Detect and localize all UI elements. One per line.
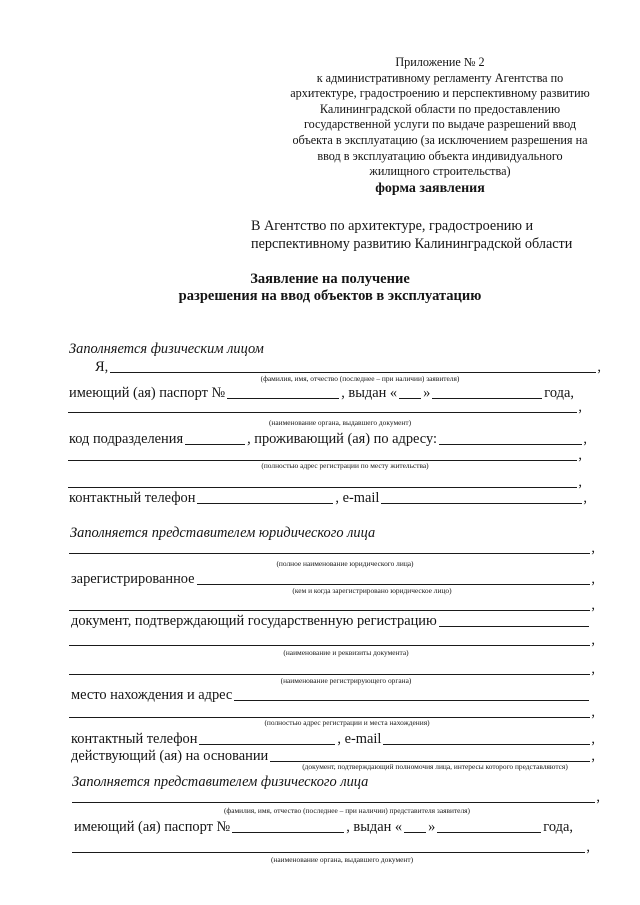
field-caption: (документ, подтверждающий полномочия лица, интересы которого представляются) [302, 762, 568, 771]
comma-mark: , [586, 839, 590, 855]
email-label: , e-mail [337, 731, 382, 747]
legal-contact-row [69, 730, 595, 748]
location-field[interactable] [234, 700, 589, 701]
representative-name-row [72, 788, 600, 806]
comma-mark: , [591, 632, 595, 648]
title-line: разрешения на ввод объектов в эксплуатацию [178, 288, 482, 304]
email-field[interactable] [383, 744, 590, 745]
issue-month-year-field[interactable] [437, 832, 541, 833]
passport-label: имеющий (ая) паспорт № [74, 819, 231, 835]
registration-doc-row [69, 612, 589, 630]
passport-label: имеющий (ая) паспорт № [69, 385, 226, 401]
email-label: , e-mail [335, 490, 380, 506]
comma-mark: , [591, 540, 595, 556]
field-caption: (полностью адрес регистрации по месту жительства) [261, 461, 429, 470]
representative-passport-row [72, 818, 592, 836]
section-heading-individual: Заполняется физическим лицом [69, 341, 264, 357]
registered-label: зарегистрированное [71, 571, 195, 587]
ya-label: Я, [95, 359, 109, 375]
title-line: Заявление на получение [250, 271, 410, 287]
appendix-line: объекта в эксплуатацию (за исключением разрешения на [292, 132, 588, 147]
comma-mark: , [583, 490, 587, 506]
phone-field[interactable] [199, 744, 335, 745]
comma-mark: , [578, 474, 582, 490]
representative-issuer-row [72, 838, 590, 856]
dept-code-field[interactable] [185, 444, 245, 445]
registering-org-field[interactable] [69, 674, 590, 675]
location-row [69, 686, 589, 704]
phone-label: контактный телефон [71, 731, 198, 747]
appendix-line: к административному регламенту Агентства по [316, 70, 564, 85]
doc-details-row [69, 631, 595, 649]
field-caption: (кем и когда зарегистрировано юридическое лицо) [292, 586, 452, 595]
legal-name-field[interactable] [69, 553, 590, 554]
appendix-header [268, 55, 612, 180]
legal-name-row [69, 539, 595, 557]
field-caption: (фамилия, имя, отчество (последнее – при наличии) заявителя) [260, 374, 460, 383]
comma-mark: , [591, 748, 595, 764]
issued-label: , выдан « [341, 385, 398, 401]
field-caption: (наименование и реквизиты документа) [283, 648, 409, 657]
appendix-line: жилищного строительства) [369, 164, 511, 179]
registration-doc-field[interactable] [439, 626, 589, 627]
address-field[interactable] [439, 444, 582, 445]
form-title: форма заявления [375, 181, 485, 196]
passport-number-field[interactable] [232, 832, 344, 833]
comma-mark: , [578, 399, 582, 415]
field-caption: (наименование органа, выдавшего документ) [268, 418, 412, 427]
recipient-line: перспективному развитию Калининградской области [251, 236, 573, 252]
representative-name-field[interactable] [72, 802, 595, 803]
field-caption: (полностью адрес регистрации и места нахождения) [264, 718, 430, 727]
extra-line-field[interactable] [68, 487, 577, 488]
field-caption: (фамилия, имя, отчество (последнее – при наличии) представителя заявителя) [223, 806, 471, 815]
basis-label: действующий (ая) на основании [71, 748, 269, 764]
location-label: место нахождения и адрес [71, 687, 233, 703]
comma-mark: , [597, 359, 601, 375]
year-label: года, [543, 819, 573, 835]
document-title [150, 271, 510, 305]
comma-mark: , [583, 431, 587, 447]
appendix-line: Приложение № 2 [395, 55, 485, 69]
issue-day-field[interactable] [404, 832, 426, 833]
comma-mark: , [591, 731, 595, 747]
comma-mark: , [591, 597, 595, 613]
appendix-line: архитектуре, градостроению и перспективному развитию [290, 86, 590, 101]
extra-line-field[interactable] [69, 610, 590, 611]
registered-field[interactable] [197, 584, 591, 585]
year-label: года, [544, 385, 574, 401]
appendix-line: ввод в эксплуатацию объекта индивидуального [317, 148, 563, 163]
registration-doc-label: документ, подтверждающий государственную регистрацию [71, 613, 437, 629]
applicant-name-field[interactable] [110, 372, 596, 373]
section-heading-representative: Заполняется представителем физического лица [72, 774, 369, 790]
appendix-line: государственной услуги по выдаче разрешений ввод [303, 117, 577, 132]
residing-label: , проживающий (ая) по адресу: [247, 431, 438, 447]
comma-mark: , [591, 571, 595, 587]
issued-close-quote: » [423, 385, 431, 401]
passport-issuer-field[interactable] [68, 412, 577, 413]
field-caption: (наименование органа, выдавшего документ) [270, 855, 414, 864]
recipient-line: В Агентство по архитектуре, градостроению и [251, 218, 534, 234]
issued-close-quote: » [428, 819, 436, 835]
passport-issuer-field[interactable] [72, 852, 585, 853]
phone-field[interactable] [197, 503, 333, 504]
comma-mark: , [596, 789, 600, 805]
comma-mark: , [578, 447, 582, 463]
section-heading-legal: Заполняется представителем юридического лица [70, 525, 376, 541]
field-caption: (полное наименование юридического лица) [276, 559, 414, 568]
doc-details-field[interactable] [69, 645, 590, 646]
contact-row [67, 489, 587, 507]
recipient-block [251, 217, 621, 253]
phone-label: контактный телефон [69, 490, 196, 506]
email-field[interactable] [381, 503, 582, 504]
comma-mark: , [591, 704, 595, 720]
comma-mark: , [591, 661, 595, 677]
appendix-line: Калининградской области по предоставлению [319, 101, 561, 116]
dept-code-label: код подразделения [69, 431, 184, 447]
issuer-row [68, 398, 582, 416]
field-caption: (наименование регистрирующего органа) [280, 676, 412, 685]
issued-label: , выдан « [346, 819, 403, 835]
